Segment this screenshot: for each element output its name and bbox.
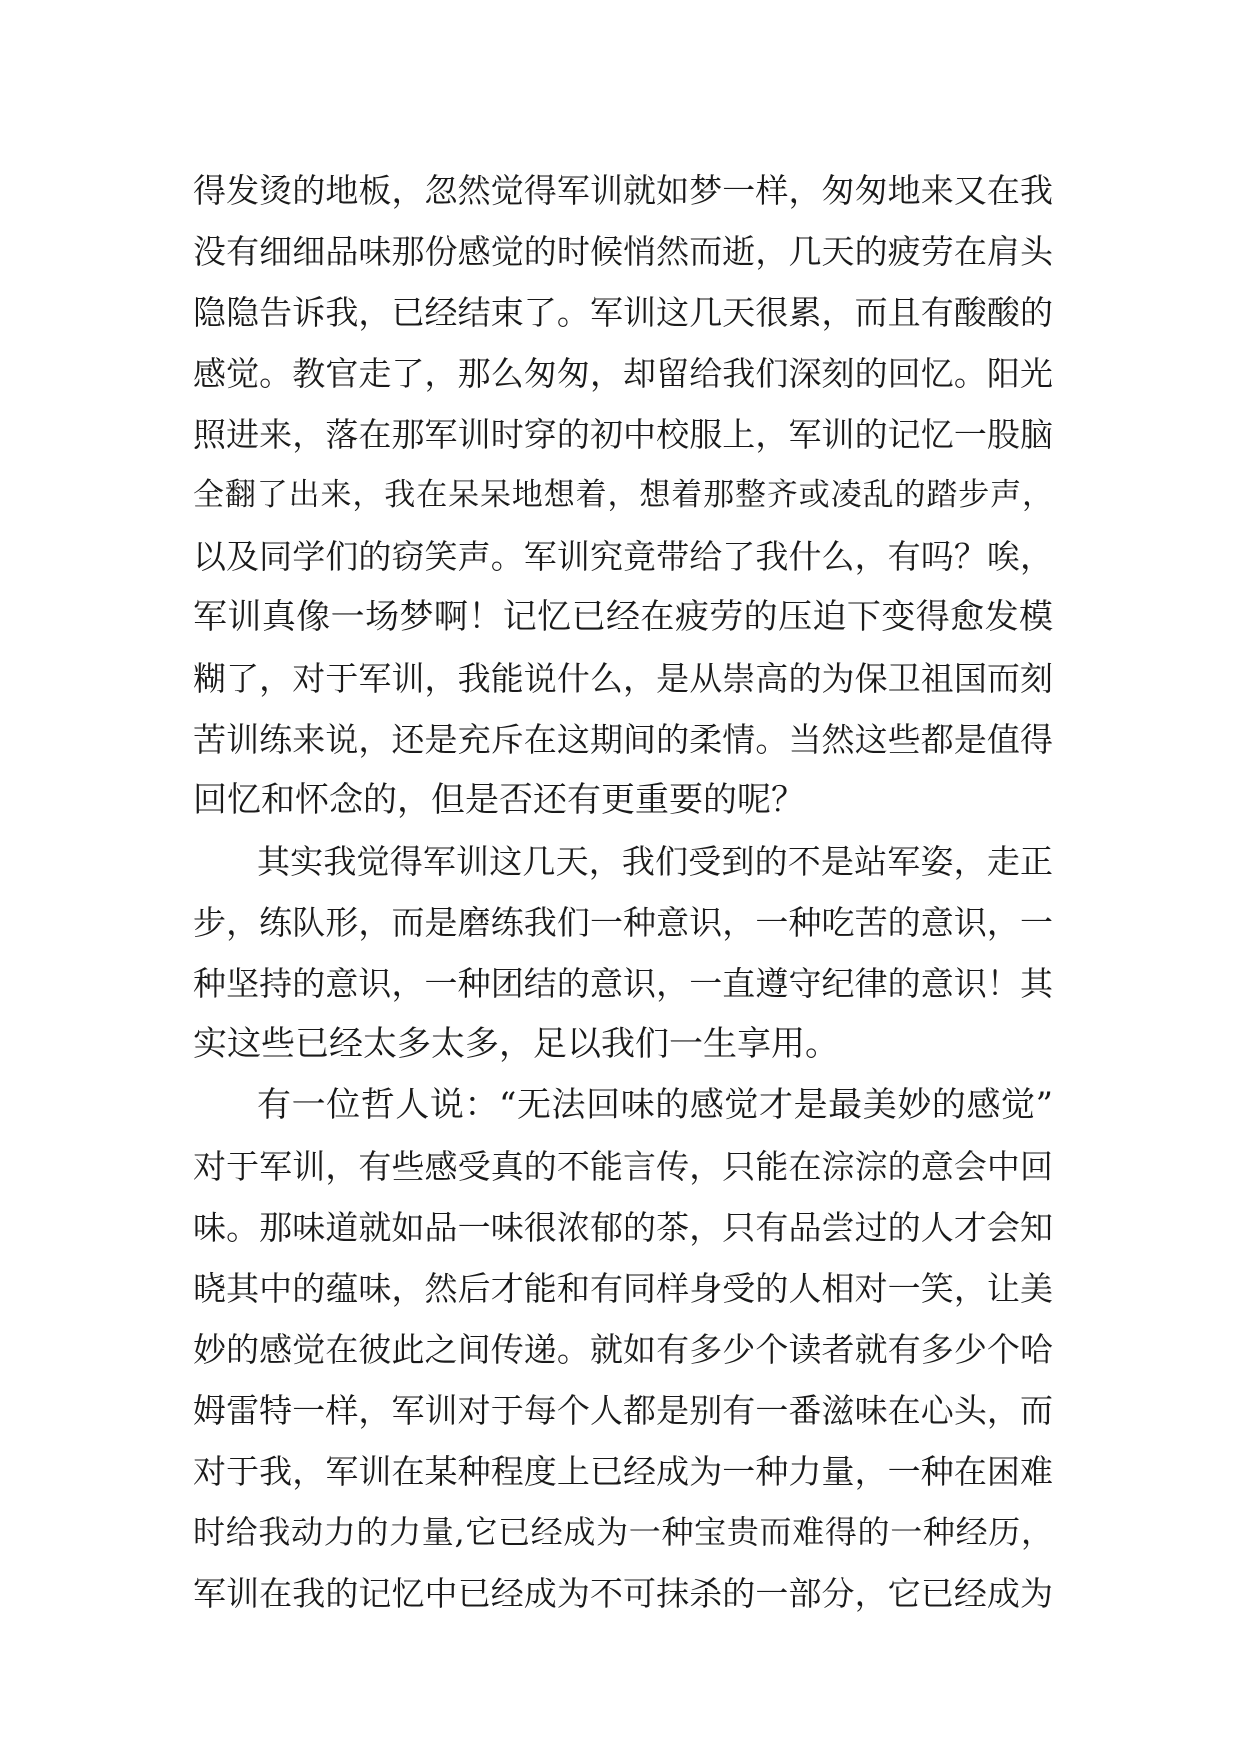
text-line: 时给我动力的力量,它已经成为一种宝贵而难得的一种经历， bbox=[193, 1513, 1053, 1551]
text-line: 糊了，对于军训，我能说什么，是从崇高的为保卫祖国而刻 bbox=[193, 659, 1053, 698]
paragraph-first-line: 有一位哲人说：“无法回味的感觉才是最美妙的感觉” bbox=[257, 1085, 1053, 1125]
text-line: 照进来，落在那军训时穿的初中校服上，军训的记忆一股脑 bbox=[193, 415, 1053, 454]
text-line: 得发烫的地板，忽然觉得军训就如梦一样，匆匆地来又在我 bbox=[193, 171, 1053, 210]
text-line: 对于我，军训在某种程度上已经成为一种力量，一种在困难 bbox=[193, 1452, 1053, 1491]
text-line: 晓其中的蕴味，然后才能和有同样身受的人相对一笑，让美 bbox=[193, 1269, 1053, 1308]
text-line: 种坚持的意识，一种团结的意识，一直遵守纪律的意识！其 bbox=[193, 964, 1053, 1003]
text-line: 姆雷特一样，军训对于每个人都是别有一番滋味在心头，而 bbox=[193, 1391, 1053, 1430]
text-line: 军训在我的记忆中已经成为不可抹杀的一部分，它已经成为 bbox=[193, 1574, 1053, 1613]
text-line: 味。那味道就如品一味很浓郁的茶，只有品尝过的人才会知 bbox=[193, 1208, 1053, 1247]
text-line: 隐隐告诉我，已经结束了。军训这几天很累，而且有酸酸的 bbox=[193, 293, 1053, 332]
text-line: 步，练队形，而是磨练我们一种意识，一种吃苦的意识，一 bbox=[193, 903, 1053, 942]
text-line: 回忆和怀念的，但是否还有更重要的呢？ bbox=[193, 780, 805, 820]
text-line: 对于军训，有些感受真的不能言传，只能在淙淙的意会中回 bbox=[193, 1147, 1053, 1186]
text-line: 以及同学们的窃笑声。军训究竟带给了我什么，有吗？唉， bbox=[193, 537, 1053, 576]
text-line: 感觉。教官走了，那么匆匆，却留给我们深刻的回忆。阳光 bbox=[193, 354, 1053, 393]
text-line: 全翻了出来，我在呆呆地想着，想着那整齐或凌乱的踏步声， bbox=[193, 477, 1053, 513]
text-line: 苦训练来说，还是充斥在这期间的柔情。当然这些都是值得 bbox=[193, 720, 1053, 759]
text-line: 没有细细品味那份感觉的时候悄然而逝，几天的疲劳在肩头 bbox=[193, 232, 1053, 271]
text-line: 军训真像一场梦啊！记忆已经在疲劳的压迫下变得愈发模 bbox=[193, 597, 1053, 637]
text-line: 实这些已经太多太多，足以我们一生享用。 bbox=[193, 1024, 839, 1064]
paragraph-first-line: 其实我觉得军训这几天，我们受到的不是站军姿，走正 bbox=[257, 842, 1053, 881]
text-line: 妙的感觉在彼此之间传递。就如有多少个读者就有多少个哈 bbox=[193, 1330, 1053, 1369]
essay-body bbox=[193, 160, 1053, 1624]
